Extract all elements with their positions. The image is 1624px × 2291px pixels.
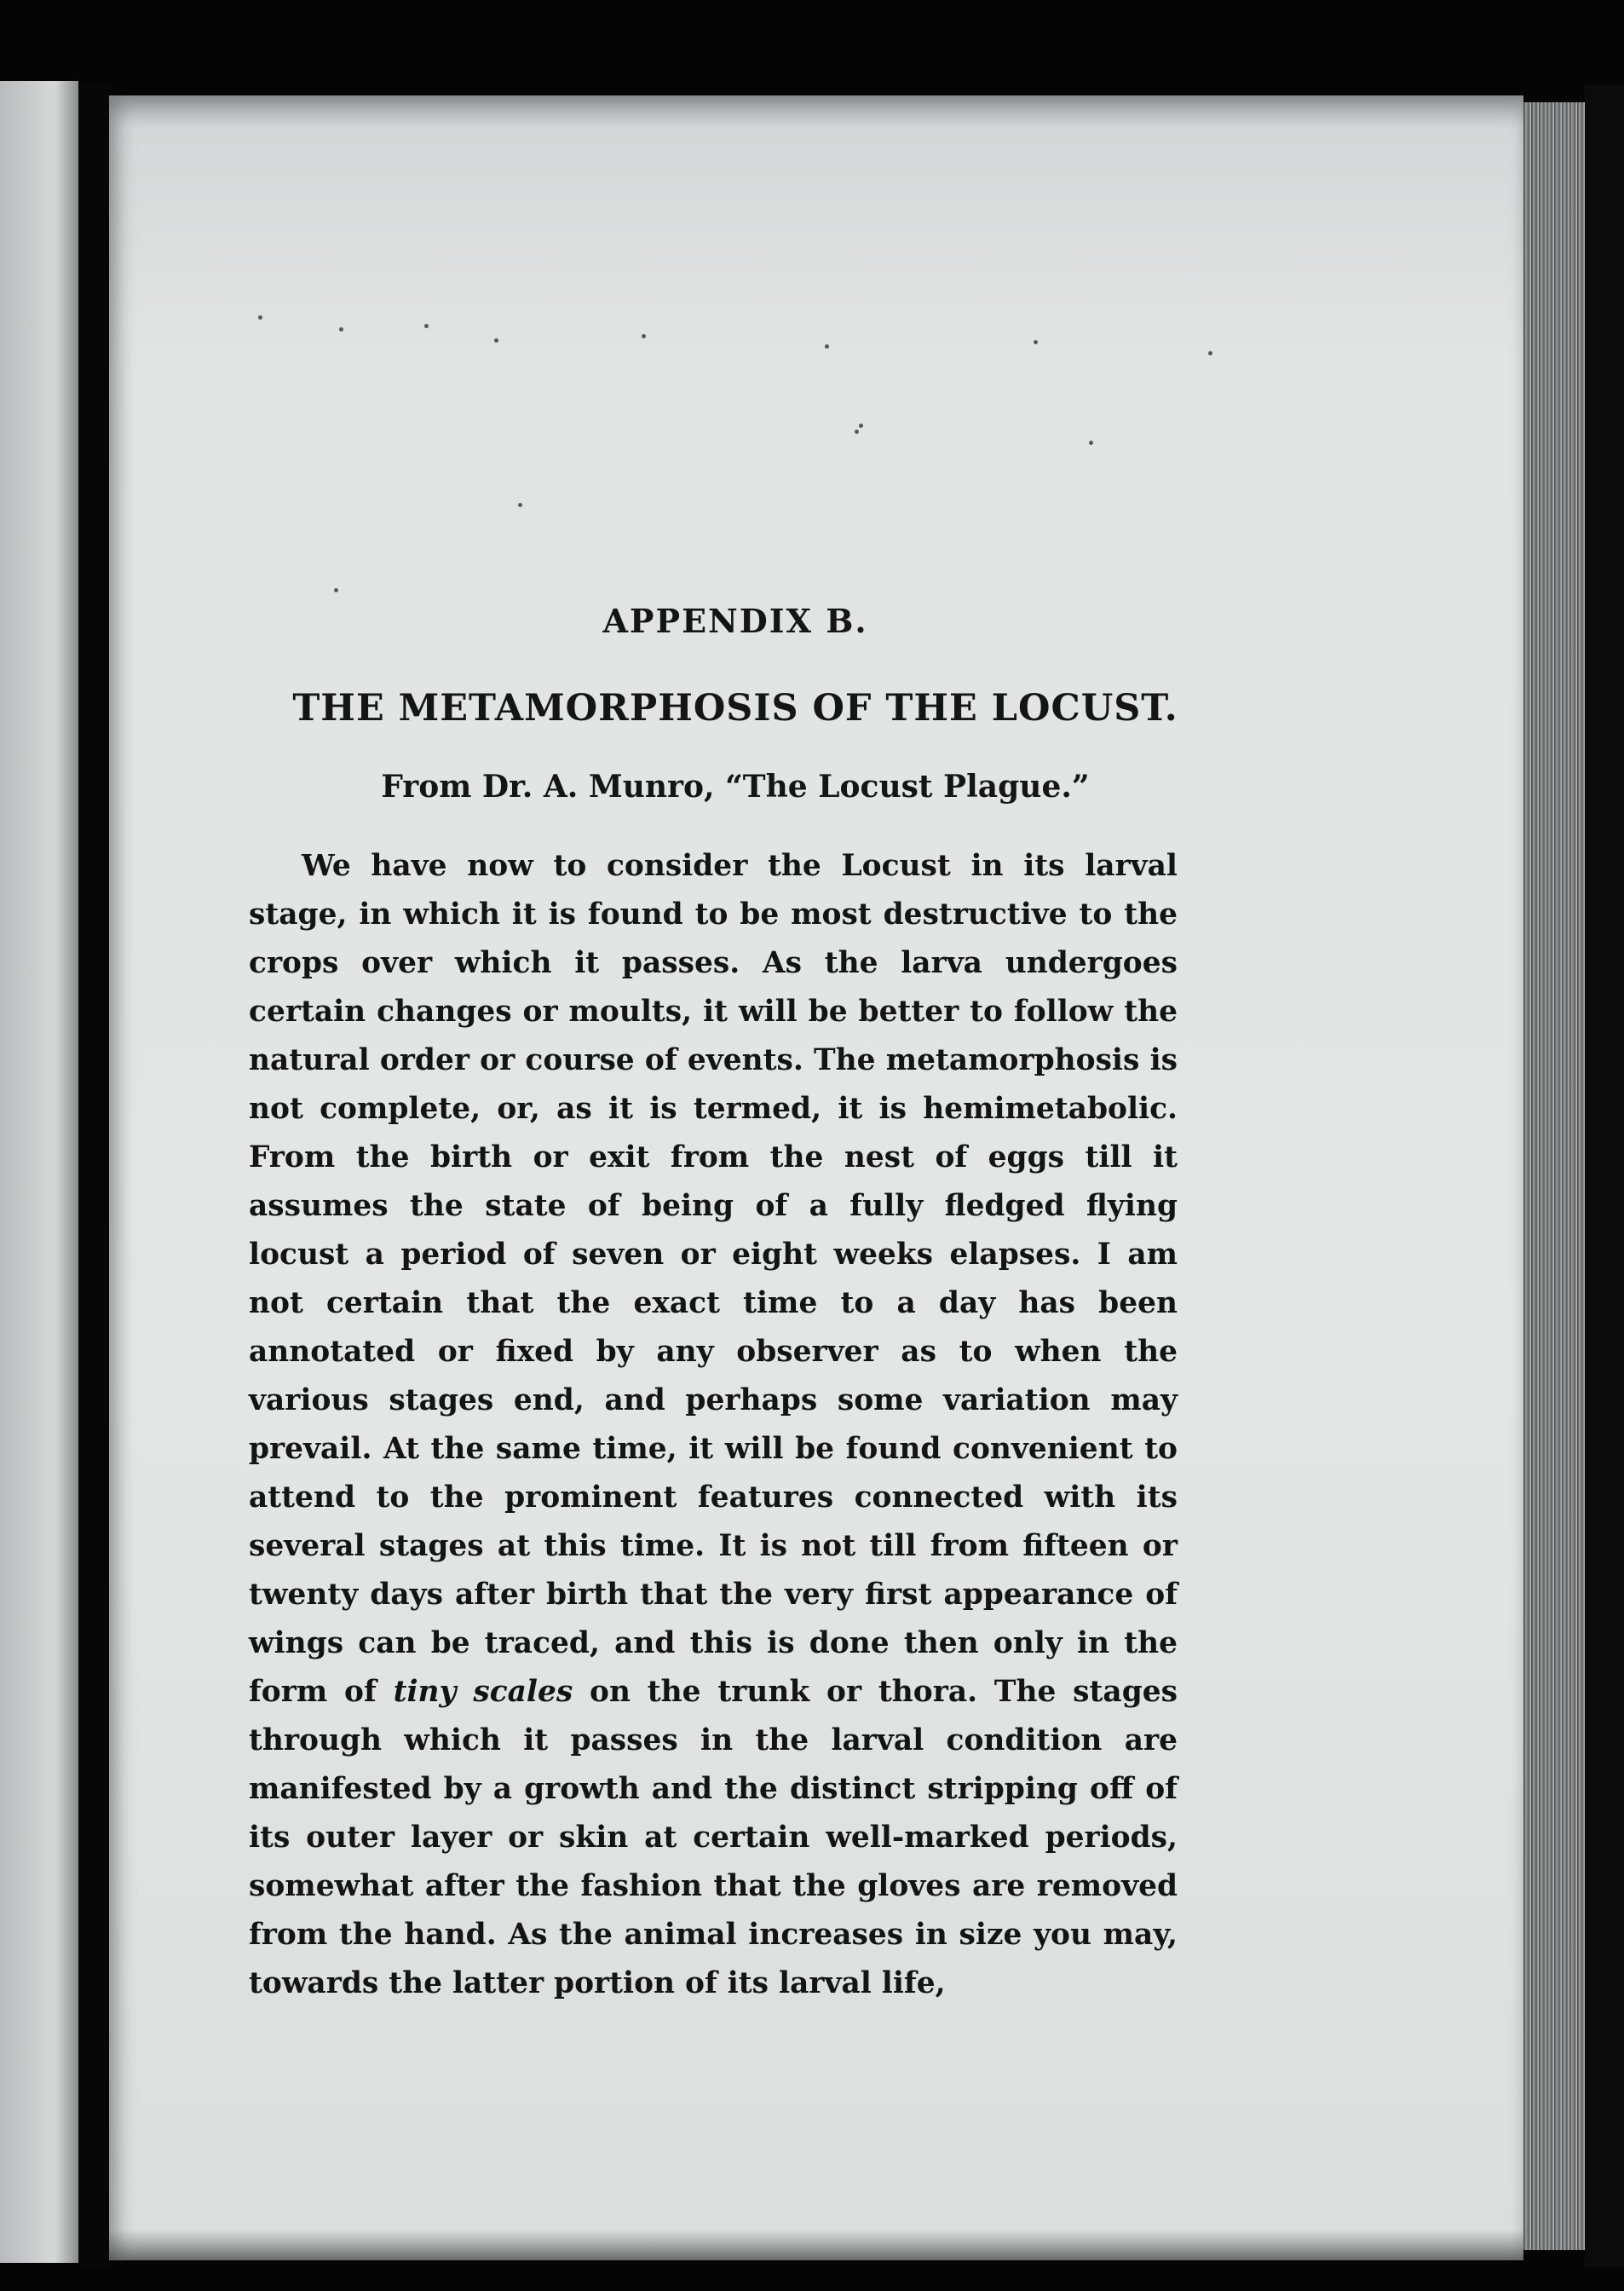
scan-border-right: [1585, 85, 1624, 2267]
page-bottom-shadow: [109, 2230, 1523, 2260]
page-top-shadow: [109, 95, 1523, 130]
appendix-heading: APPENDIX B.: [602, 602, 868, 640]
source-attribution: From Dr. A. Munro, “The Locust Plague.”: [381, 769, 1090, 805]
scan-speck: [855, 430, 859, 434]
paragraph-text-part-2: on the trunk or thora. The stages through which it passes in the larval condition are manifested by a growth and the distinct stripping off of its outer layer or skin at certain well-marked periods, somewhat after the fashion that the gloves are removed from the hand. As the animal increases in size you may, towards the latter portion of its larval life,: [249, 1675, 1178, 2000]
scan-speck: [258, 315, 262, 320]
chapter-title: THE METAMORPHOSIS OF THE LOCUST.: [292, 687, 1178, 730]
scan-speck: [334, 588, 338, 592]
scan-speck: [1034, 340, 1038, 344]
italic-phrase: tiny scales: [393, 1675, 573, 1709]
scan-speck: [339, 327, 343, 332]
body-paragraph: [249, 842, 1178, 2008]
scan-speck: [642, 334, 646, 338]
scan-speck: [494, 338, 498, 343]
scan-speck: [1208, 351, 1212, 355]
scan-speck: [859, 424, 863, 428]
paragraph-text-part-1: We have now to consider the Locust in its larval stage, in which it is found to be most destructive to the crops over which it passes. As the larva undergoes certain changes or moults, it will be better to follow the natural order or course of events. The metamorphosis is not complete, or, as it is termed, it is hemimetabolic. From the birth or exit from the nest of eggs till it assumes the state of being of a fully fledged flying locust a period of seven or eight weeks elapses. I am not certain that the exact time to a day has been annotated or fixed by any observer as to when the various stages end, and perhaps some variation may prevail. At the same time, it will be found convenient to attend to the prominent features connected with its several stages at this time. It is not till from fifteen or twenty days after birth that the very first appearance of wings can be traced, and this is done then only in the form of: [249, 849, 1178, 1709]
book-gutter: [78, 85, 111, 2267]
scan-speck: [424, 324, 429, 328]
scan-speck: [1089, 441, 1093, 445]
left-page-edge: [0, 81, 78, 2263]
scan-speck: [518, 503, 522, 507]
scan-speck: [825, 344, 829, 349]
